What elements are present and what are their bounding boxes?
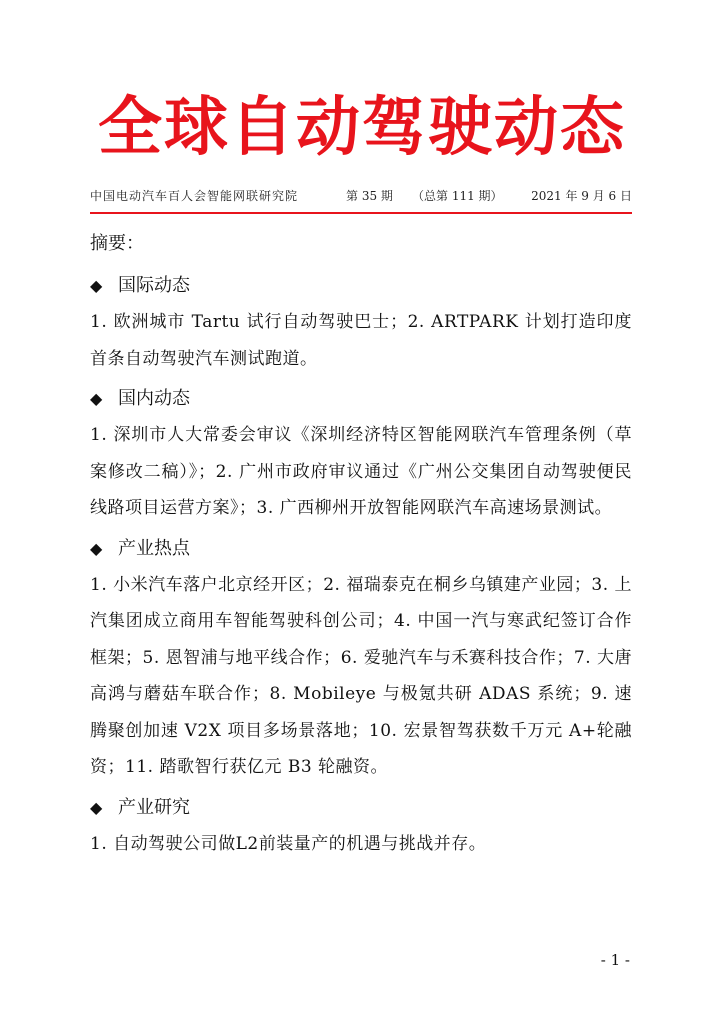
- list-item: 11. 踏歌智行获亿元 B3 轮融资。: [125, 757, 389, 777]
- section-heading-industry-hotspots: [90, 531, 632, 567]
- abstract-label: 摘要：: [90, 233, 144, 254]
- diamond-icon: ◆: [90, 389, 103, 408]
- section-heading-label: 产业研究: [118, 796, 190, 818]
- diamond-icon: ◆: [90, 276, 103, 295]
- list-item: 1. 自动驾驶公司做L2前装量产的机遇与挑战并存。: [90, 833, 487, 854]
- section-heading-international: [90, 268, 632, 304]
- issue-date: 2021 年 9 月 6 日: [531, 189, 632, 203]
- section-body-industry-research: [90, 826, 632, 863]
- section-heading-industry-research: [90, 790, 632, 826]
- abstract: [90, 226, 632, 866]
- list-item: 3. 上汽集团成立商用车智能驾驶科创公司；: [90, 574, 633, 631]
- issue-number: 第 35 期: [346, 189, 393, 203]
- list-item: 5. 恩智浦与地平线合作；: [142, 647, 341, 668]
- list-item: 1. 欧洲城市 Tartu 试行自动驾驶巴士；: [90, 312, 408, 332]
- list-item: 2. ARTPARK 计划打造印度首条自动驾驶汽车测试跑道。: [90, 312, 632, 369]
- diamond-icon: ◆: [90, 538, 103, 558]
- list-item: 1. 深圳市人大常委会审议《深圳经济特区智能网联汽车管理条例（草案修改二稿）》；: [90, 425, 632, 482]
- newsletter-title: 全球自动驾驶动态: [98, 91, 626, 165]
- list-item: 10. 宏景智驾获数千万元 A+轮融资；: [90, 720, 632, 777]
- list-item: 4. 中国一汽与寒武纪签订合作框架；: [90, 611, 632, 668]
- section-body-international: [90, 304, 632, 377]
- section-heading-label: 产业热点: [118, 537, 190, 559]
- total-issue-number: （总第 111 期）: [412, 189, 503, 203]
- list-item: 3. 广西柳州开放智能网联汽车高速场景测试。: [256, 498, 613, 518]
- list-item: 7. 大唐高鸿与蘑菇车联合作；: [90, 647, 633, 704]
- list-item: 1. 小米汽车落户北京经开区；: [90, 574, 324, 595]
- section-body-domestic: [90, 417, 632, 527]
- page-number: - 1 -: [600, 951, 630, 969]
- section-body-industry-hotspots: [90, 567, 632, 786]
- list-item: 9. 速腾聚创加速 V2X 项目多场景落地；: [90, 684, 633, 741]
- list-item: 2. 福瑞泰克在桐乡乌镇建产业园；: [323, 574, 592, 595]
- header-divider: [90, 212, 632, 214]
- section-heading-domestic: [90, 381, 632, 417]
- issue-header: [90, 186, 632, 206]
- section-heading-label: 国际动态: [118, 275, 190, 296]
- list-item: 8. Mobileye 与极氪共研 ADAS 系统；: [269, 684, 591, 704]
- organization-name: 中国电动汽车百人会智能网联研究院: [90, 189, 299, 203]
- diamond-icon: ◆: [90, 797, 103, 817]
- section-heading-label: 国内动态: [118, 388, 190, 409]
- list-item: 6. 爱驰汽车与禾赛科技合作；: [340, 647, 574, 668]
- list-item: 2. 广州市政府审议通过《广州公交集团自动驾驶便民线路项目运营方案》；: [90, 461, 632, 518]
